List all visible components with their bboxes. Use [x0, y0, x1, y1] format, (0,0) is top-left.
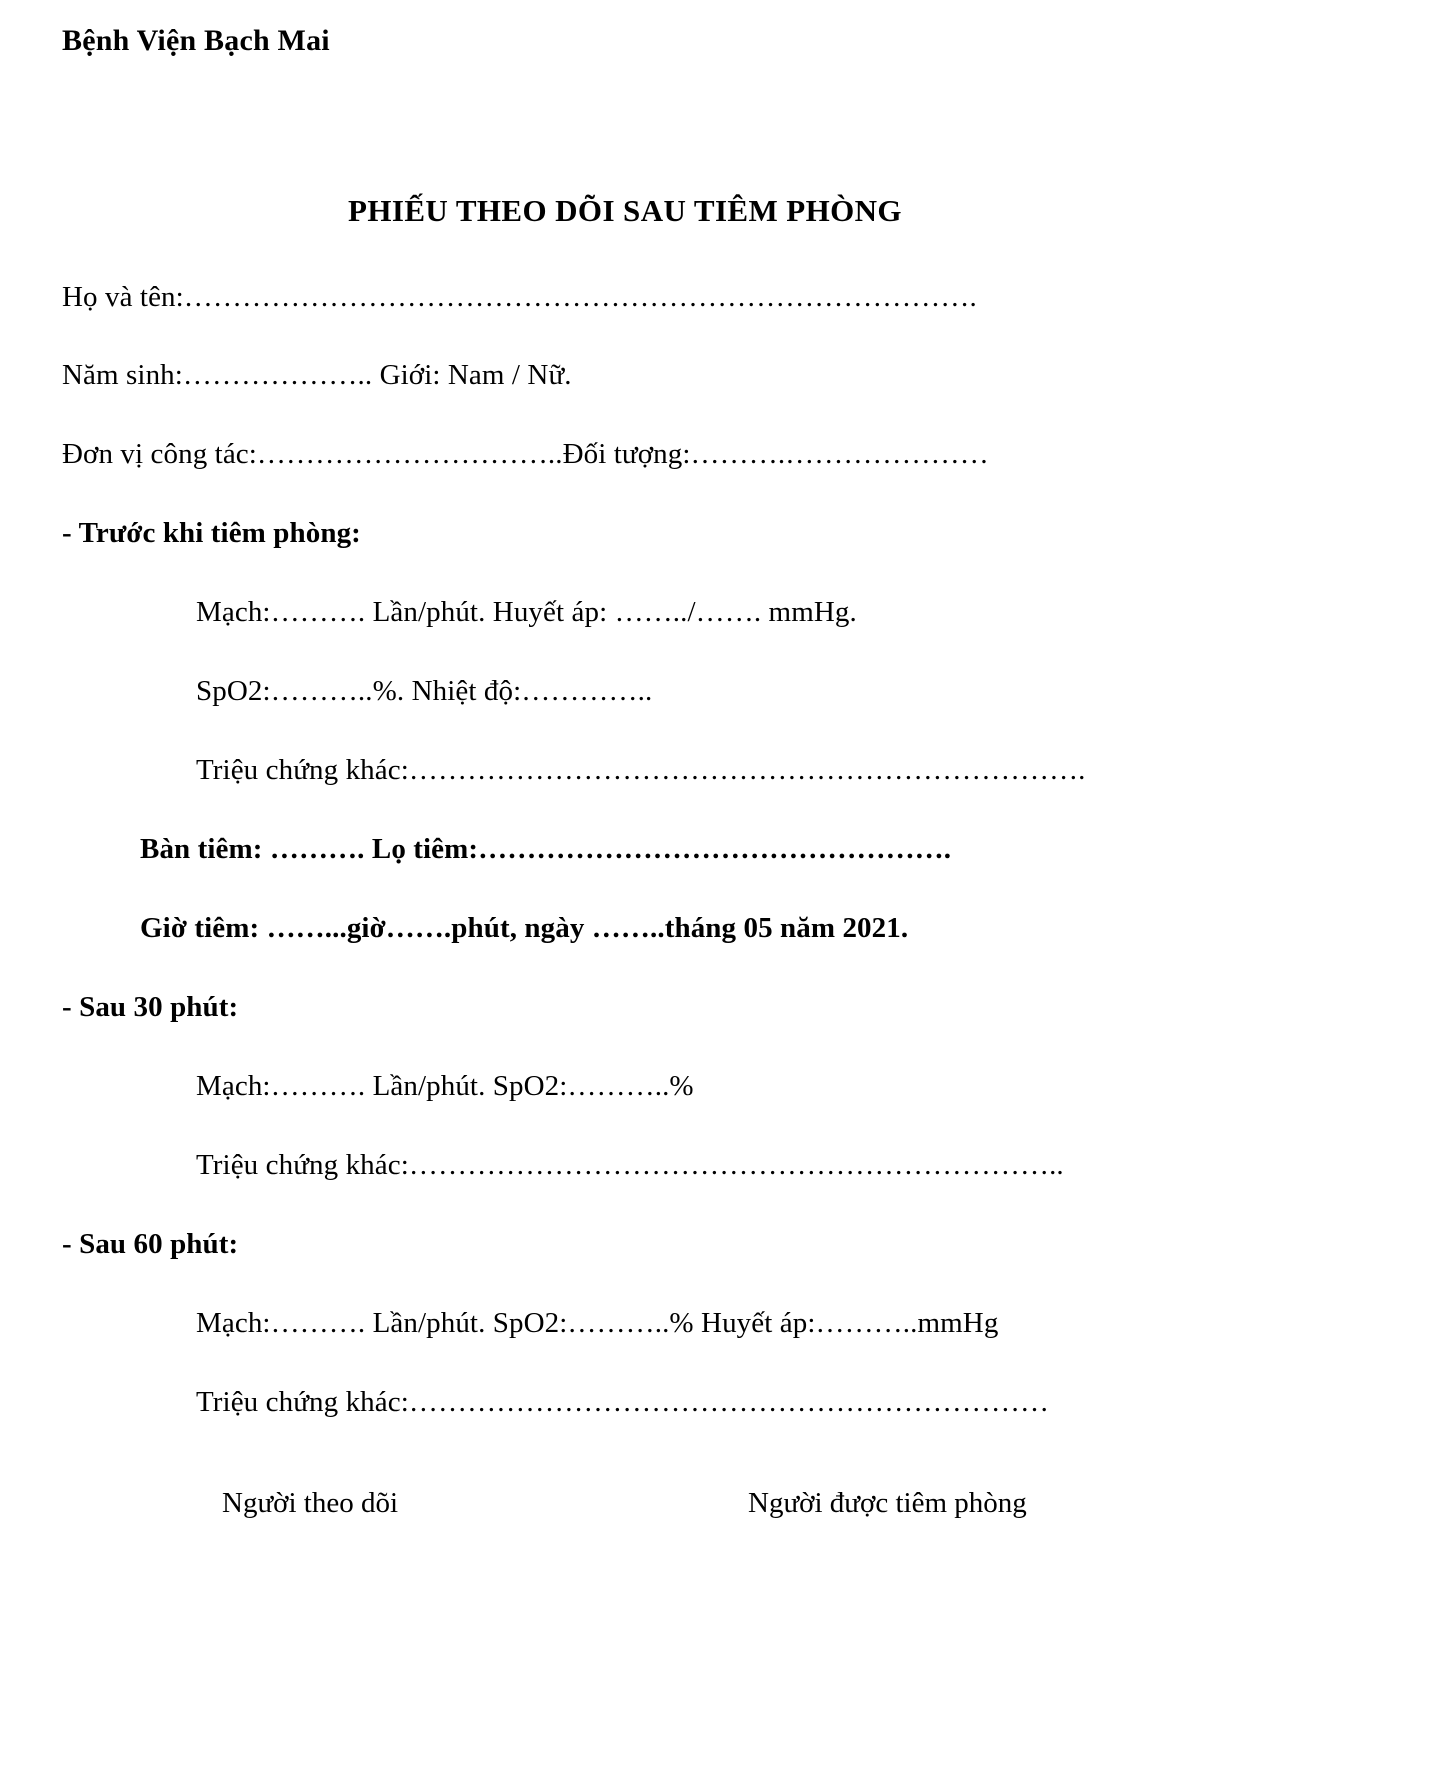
field-injection-time[interactable]: Giờ tiêm: ……...giờ…….phút, ngày ……..tháng 05 năm 2021.	[140, 912, 909, 944]
field-after60-pulse-spo2-bp[interactable]: Mạch:………. Lần/phút. SpO2:………..% Huyết áp:………..mmHg	[196, 1307, 999, 1339]
field-after30-other-symptoms[interactable]: Triệu chứng khác:…………………………………………………………..	[196, 1149, 1064, 1181]
field-after60-other-symptoms[interactable]: Triệu chứng khác:…………………………………………………………	[196, 1386, 1050, 1418]
field-after30-pulse-spo2[interactable]: Mạch:………. Lần/phút. SpO2:………..%	[196, 1070, 694, 1102]
page-title: PHIẾU THEO DÕI SAU TIÊM PHÒNG	[348, 193, 902, 228]
field-before-pulse-bp[interactable]: Mạch:………. Lần/phút. Huyết áp: ……../……. mmHg.	[196, 596, 857, 628]
section-heading-before-injection: - Trước khi tiêm phòng:	[62, 517, 361, 549]
field-workplace-subject[interactable]: Đơn vị công tác:…………………………..Đối tượng:……….…………………	[62, 438, 989, 470]
field-before-other-symptoms[interactable]: Triệu chứng khác:…………………………………………………………….	[196, 754, 1086, 786]
signature-label-vaccinated-person: Người được tiêm phòng	[748, 1487, 1027, 1519]
section-heading-after-30-min: - Sau 30 phút:	[62, 991, 239, 1023]
field-birth-year-gender[interactable]: Năm sinh:……………….. Giới: Nam / Nữ.	[62, 359, 572, 391]
signature-label-monitor: Người theo dõi	[222, 1487, 399, 1519]
field-injection-table-vial[interactable]: Bàn tiêm: ………. Lọ tiêm:………………………………………….	[140, 833, 952, 865]
section-heading-after-60-min: - Sau 60 phút:	[62, 1228, 239, 1260]
field-full-name[interactable]: Họ và tên:……………………………………………………………………….	[62, 281, 977, 313]
hospital-name: Bệnh Viện Bạch Mai	[62, 24, 330, 57]
field-before-spo2-temp[interactable]: SpO2:………..%. Nhiệt độ:…………..	[196, 675, 653, 707]
